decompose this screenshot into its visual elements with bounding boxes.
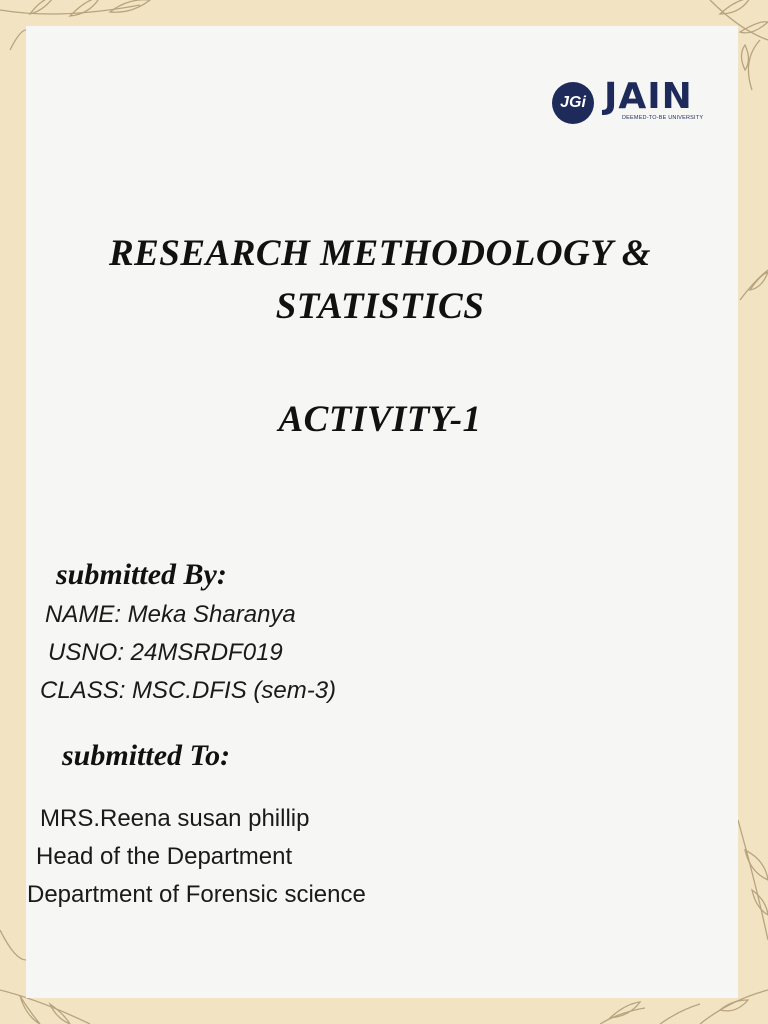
title-line-1: RESEARCH METHODOLOGY & bbox=[108, 233, 652, 274]
student-class: CLASS: MSC.DFIS (sem-3) bbox=[40, 677, 337, 704]
supervisor-name: MRS.Reena susan phillip bbox=[40, 805, 310, 832]
title-line-2: STATISTICS bbox=[275, 286, 485, 327]
submitted-by-heading: submitted By: bbox=[56, 558, 227, 591]
supervisor-department: Department of Forensic science bbox=[27, 881, 366, 908]
logo-tagline: DEEMED-TO-BE UNIVERSITY bbox=[622, 115, 704, 121]
logo-wordmark: JAIN bbox=[604, 76, 693, 117]
activity-title: ACTIVITY-1 bbox=[278, 399, 482, 440]
student-name: NAME: Meka Sharanya bbox=[45, 601, 296, 628]
submitted-to-heading: submitted To: bbox=[62, 739, 231, 772]
supervisor-role: Head of the Department bbox=[36, 843, 293, 870]
logo-badge: JGi bbox=[552, 82, 594, 124]
university-logo bbox=[552, 76, 722, 124]
student-usno: USNO: 24MSRDF019 bbox=[48, 639, 283, 666]
